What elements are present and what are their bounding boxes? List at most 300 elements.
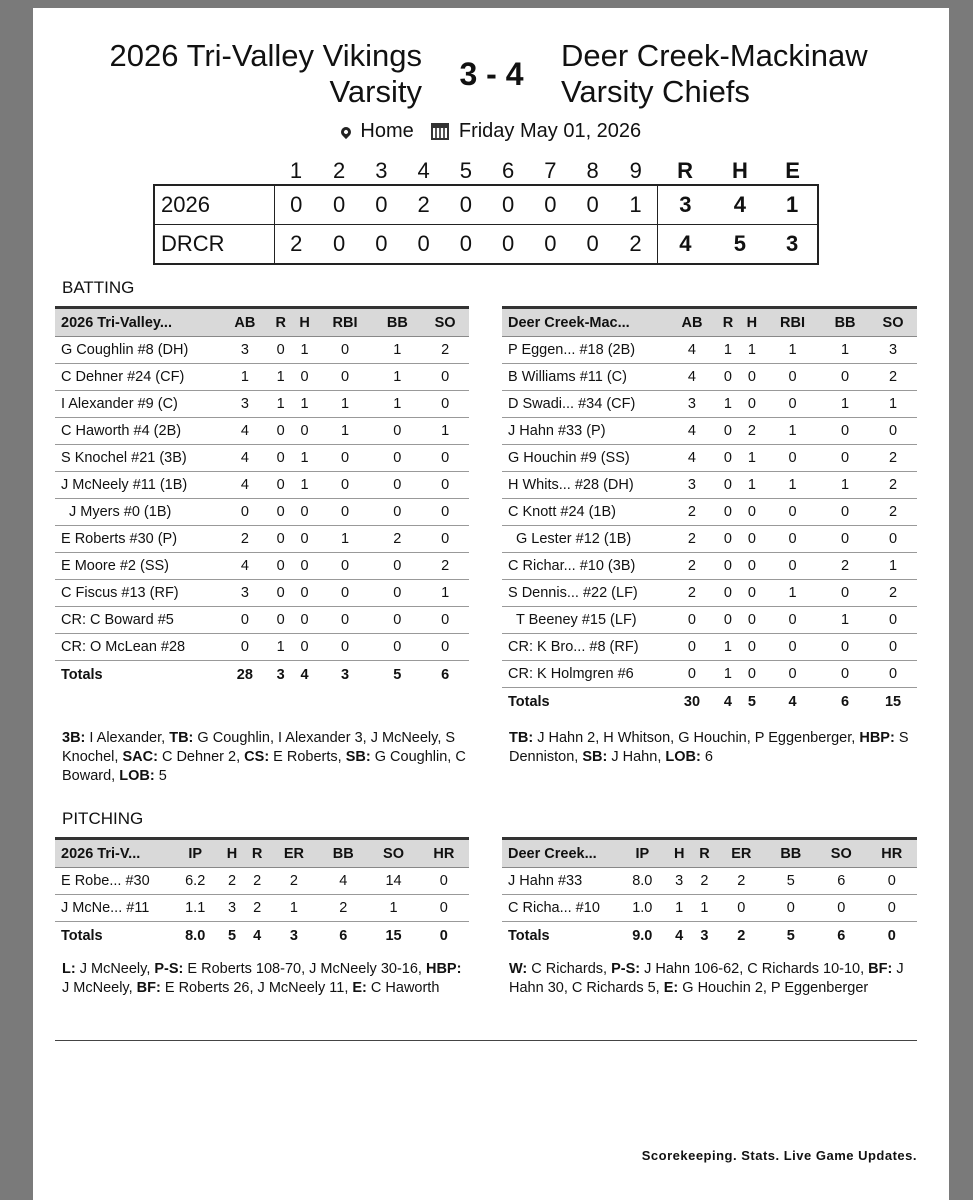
stat-column-header: AB xyxy=(221,308,269,337)
stat-cell: 2 xyxy=(869,472,917,499)
stat-cell: 0 xyxy=(716,472,740,499)
player-name: S Dennis... #22 (LF) xyxy=(502,580,668,607)
totals-cell: 2 xyxy=(717,922,766,951)
stat-cell: 0 xyxy=(293,634,317,661)
stat-cell: 4 xyxy=(221,553,269,580)
player-row xyxy=(502,472,917,499)
stat-column-header: RBI xyxy=(764,308,821,337)
stat-cell: 0 xyxy=(668,634,716,661)
note-label: P-S: xyxy=(154,961,184,977)
stat-cell: 0 xyxy=(421,445,469,472)
stat-cell: 0 xyxy=(764,364,821,391)
player-row xyxy=(55,895,469,922)
home-team-line2: Varsity xyxy=(329,74,422,109)
stat-column-header: HR xyxy=(419,839,469,868)
stat-header xyxy=(55,839,469,868)
stat-cell: 4 xyxy=(668,364,716,391)
stat-column-header: SO xyxy=(421,308,469,337)
player-row xyxy=(55,634,469,661)
stat-cell: 1 xyxy=(740,337,764,364)
stat-cell: 0 xyxy=(317,337,374,364)
note-text: I Alexander, xyxy=(85,730,170,746)
team-column-header: 2026 Tri-V... xyxy=(55,839,171,868)
stat-cell: 0 xyxy=(869,607,917,634)
stat-cell: 0 xyxy=(269,499,293,526)
stat-cell: 6 xyxy=(816,868,866,895)
stat-cell: 4 xyxy=(221,418,269,445)
stat-cell: 0 xyxy=(269,472,293,499)
stat-cell: 0 xyxy=(421,472,469,499)
stat-cell: 0 xyxy=(421,391,469,418)
player-name: J McNe... #11 xyxy=(55,895,171,922)
stat-cell: 4 xyxy=(221,445,269,472)
stat-cell: 1 xyxy=(270,895,318,922)
player-row xyxy=(502,553,917,580)
player-row xyxy=(502,634,917,661)
note-text: S Denniston, xyxy=(509,730,909,765)
stat-cell: 0 xyxy=(740,634,764,661)
totals-label: Totals xyxy=(502,922,618,951)
stat-cell: 0 xyxy=(293,418,317,445)
note-text: 5 xyxy=(154,768,167,784)
stat-cell: 0 xyxy=(740,553,764,580)
stat-body xyxy=(55,337,469,690)
linescore-col-header: H xyxy=(731,158,748,183)
note-label: HBP: xyxy=(859,730,895,746)
note-label: BF: xyxy=(868,961,893,977)
stat-cell: 0 xyxy=(740,580,764,607)
away-pitching-table xyxy=(502,837,917,950)
player-name: C Haworth #4 (2B) xyxy=(55,418,221,445)
stat-cell: 14 xyxy=(368,868,418,895)
linescore-inning-cell: 0 xyxy=(402,225,444,265)
stat-column-header: H xyxy=(740,308,764,337)
stat-cell: 4 xyxy=(318,868,368,895)
player-row xyxy=(55,607,469,634)
footer-divider xyxy=(55,1040,917,1041)
stat-cell: 5 xyxy=(766,868,816,895)
linescore-inning-cell: 2 xyxy=(402,185,444,225)
stat-cell: 0 xyxy=(821,364,869,391)
player-row xyxy=(55,580,469,607)
stat-cell: 0 xyxy=(740,499,764,526)
stat-cell: 0 xyxy=(668,607,716,634)
stat-cell: 3 xyxy=(667,868,692,895)
stat-cell: 0 xyxy=(269,337,293,364)
away-team-line1: Deer Creek-Mackinaw xyxy=(561,38,868,73)
player-name: E Moore #2 (SS) xyxy=(55,553,221,580)
home-team-line1: 2026 Tri-Valley Vikings xyxy=(109,38,422,73)
player-name: J Hahn #33 xyxy=(502,868,618,895)
stat-cell: 0 xyxy=(764,499,821,526)
stat-cell: 0 xyxy=(869,634,917,661)
totals-cell: 6 xyxy=(816,922,866,951)
stat-cell: 0 xyxy=(764,391,821,418)
stat-cell: 0 xyxy=(293,526,317,553)
player-name: J Hahn #33 (P) xyxy=(502,418,668,445)
player-name: CR: O McLean #28 xyxy=(55,634,221,661)
totals-cell: 5 xyxy=(766,922,816,951)
stat-cell: 0 xyxy=(421,526,469,553)
totals-cell: 3 xyxy=(692,922,717,951)
linescore-r-cell: 3 xyxy=(658,185,713,225)
player-row xyxy=(55,868,469,895)
player-row xyxy=(55,526,469,553)
stat-cell: 1.1 xyxy=(171,895,219,922)
player-row xyxy=(55,364,469,391)
calendar-icon xyxy=(431,123,449,140)
stat-cell: 2 xyxy=(245,868,270,895)
note-label: TB: xyxy=(509,730,534,746)
totals-row xyxy=(55,922,469,951)
note-label: L: xyxy=(62,961,76,977)
stat-cell: 0 xyxy=(293,499,317,526)
stat-cell: 0 xyxy=(221,634,269,661)
stat-cell: 1 xyxy=(869,391,917,418)
stat-cell: 0 xyxy=(740,661,764,688)
stat-cell: 0 xyxy=(317,445,374,472)
player-row xyxy=(55,445,469,472)
player-name: G Houchin #9 (SS) xyxy=(502,445,668,472)
stat-column-header: BB xyxy=(821,308,869,337)
stat-column-header: SO xyxy=(368,839,418,868)
stat-cell: 2 xyxy=(668,553,716,580)
note-text: J Hahn 2, H Whitson, G Houchin, P Eggenberger, xyxy=(533,730,860,746)
boxscore-page xyxy=(33,8,949,1200)
stat-cell: 2 xyxy=(692,868,717,895)
home-pitching-notes xyxy=(62,960,472,998)
stat-cell: 0 xyxy=(740,364,764,391)
stat-cell: 2 xyxy=(740,418,764,445)
date-label: Friday May 01, 2026 xyxy=(458,120,642,143)
player-name: C Richa... #10 xyxy=(502,895,618,922)
totals-cell: 6 xyxy=(421,661,469,690)
stat-cell: 1.0 xyxy=(618,895,667,922)
totals-cell: 4 xyxy=(667,922,692,951)
stat-cell: 1 xyxy=(692,895,717,922)
team-column-header: 2026 Tri-Valley... xyxy=(55,308,221,337)
totals-cell: 3 xyxy=(317,661,374,690)
stat-column-header: R xyxy=(245,839,270,868)
stat-cell: 0 xyxy=(821,580,869,607)
stat-cell: 1 xyxy=(293,391,317,418)
stat-cell: 0 xyxy=(373,499,421,526)
player-row xyxy=(502,499,917,526)
stat-cell: 1 xyxy=(293,472,317,499)
stat-cell: 3 xyxy=(219,895,244,922)
player-row xyxy=(55,337,469,364)
stat-cell: 0 xyxy=(816,895,866,922)
stat-cell: 0 xyxy=(421,364,469,391)
stat-cell: 0 xyxy=(668,661,716,688)
player-name: C Richar... #10 (3B) xyxy=(502,553,668,580)
player-name: B Williams #11 (C) xyxy=(502,364,668,391)
stat-cell: 1 xyxy=(716,391,740,418)
home-batting-table xyxy=(55,306,469,689)
stat-cell: 2 xyxy=(421,337,469,364)
player-name: T Beeney #15 (LF) xyxy=(502,607,668,634)
linescore-team: 2026 xyxy=(154,185,274,225)
away-pitching-notes xyxy=(509,960,919,998)
linescore-col-header: 1 xyxy=(289,158,303,183)
player-name: C Knott #24 (1B) xyxy=(502,499,668,526)
player-row xyxy=(502,526,917,553)
stat-cell: 0 xyxy=(269,553,293,580)
footer-tagline: Scorekeeping. Stats. Live Game Updates. xyxy=(641,1148,917,1163)
note-text: E Roberts 26, J McNeely 11, xyxy=(160,980,353,996)
map-pin-icon xyxy=(339,125,353,139)
stat-cell: 0 xyxy=(317,499,374,526)
stat-cell: 1 xyxy=(421,580,469,607)
note-label: E: xyxy=(663,980,679,996)
linescore-inning-cell: 0 xyxy=(529,225,571,265)
totals-cell: 9.0 xyxy=(618,922,667,951)
stat-cell: 1 xyxy=(269,364,293,391)
stat-cell: 0 xyxy=(419,895,469,922)
stat-cell: 0 xyxy=(764,445,821,472)
linescore-col-header: 6 xyxy=(501,158,515,183)
away-team-line2: Varsity Chiefs xyxy=(561,74,750,109)
totals-cell: 6 xyxy=(318,922,368,951)
stat-cell: 0 xyxy=(717,895,766,922)
stat-column-header: IP xyxy=(171,839,219,868)
stat-cell: 0 xyxy=(716,553,740,580)
stat-cell: 1 xyxy=(716,661,740,688)
stat-cell: 0 xyxy=(764,526,821,553)
totals-cell: 5 xyxy=(373,661,421,690)
player-row xyxy=(55,553,469,580)
stat-cell: 1 xyxy=(269,391,293,418)
stat-cell: 0 xyxy=(317,580,374,607)
player-row xyxy=(502,337,917,364)
stat-cell: 1 xyxy=(764,337,821,364)
stat-cell: 0 xyxy=(716,364,740,391)
linescore-inning-cell: 0 xyxy=(318,225,360,265)
stat-column-header: R xyxy=(269,308,293,337)
player-row xyxy=(502,607,917,634)
stat-cell: 1 xyxy=(221,364,269,391)
stat-cell: 0 xyxy=(373,580,421,607)
linescore-inning-cell: 0 xyxy=(487,185,529,225)
stat-cell: 1 xyxy=(740,472,764,499)
stat-cell: 0 xyxy=(821,526,869,553)
note-text: J Hahn 30, C Richards 5, xyxy=(509,961,904,996)
stat-cell: 0 xyxy=(716,526,740,553)
linescore-header-blank xyxy=(154,158,274,185)
player-row xyxy=(55,499,469,526)
player-row xyxy=(55,391,469,418)
stat-cell: 0 xyxy=(221,607,269,634)
game-meta xyxy=(33,120,949,143)
stat-cell: 0 xyxy=(373,445,421,472)
totals-cell: 5 xyxy=(740,688,764,717)
stat-cell: 2 xyxy=(717,868,766,895)
player-name: S Knochel #21 (3B) xyxy=(55,445,221,472)
stat-cell: 4 xyxy=(668,337,716,364)
stat-column-header: H xyxy=(293,308,317,337)
linescore-e-cell: 3 xyxy=(767,225,818,265)
stat-cell: 0 xyxy=(740,607,764,634)
note-text: J Hahn 106-62, C Richards 10-10, xyxy=(640,961,869,977)
stat-cell: 0 xyxy=(866,868,917,895)
stat-cell: 1 xyxy=(373,364,421,391)
totals-cell: 4 xyxy=(245,922,270,951)
stat-cell: 0 xyxy=(421,634,469,661)
note-label: HBP: xyxy=(425,961,462,977)
stat-cell: 2 xyxy=(373,526,421,553)
player-name: P Eggen... #18 (2B) xyxy=(502,337,668,364)
stat-cell: 0 xyxy=(766,895,816,922)
away-batting-table xyxy=(502,306,917,716)
home-batting-notes xyxy=(62,729,472,786)
stat-cell: 0 xyxy=(740,391,764,418)
stat-cell: 0 xyxy=(821,445,869,472)
stat-column-header: BB xyxy=(318,839,368,868)
stat-column-header: H xyxy=(667,839,692,868)
player-name: H Whits... #28 (DH) xyxy=(502,472,668,499)
game-date xyxy=(431,120,641,143)
stat-cell: 0 xyxy=(716,580,740,607)
stat-cell: 0 xyxy=(821,499,869,526)
player-row xyxy=(502,661,917,688)
stat-cell: 2 xyxy=(668,580,716,607)
linescore-inning-cell: 0 xyxy=(445,225,487,265)
totals-cell: 5 xyxy=(219,922,244,951)
totals-cell: 4 xyxy=(716,688,740,717)
stat-cell: 1 xyxy=(421,418,469,445)
stat-cell: 0 xyxy=(716,418,740,445)
linescore-inning-cell: 1 xyxy=(614,185,658,225)
stat-cell: 1 xyxy=(317,391,374,418)
stat-cell: 1 xyxy=(821,607,869,634)
note-label: P-S: xyxy=(611,961,641,977)
stat-cell: 0 xyxy=(373,607,421,634)
player-name: G Lester #12 (1B) xyxy=(502,526,668,553)
stat-cell: 0 xyxy=(293,607,317,634)
stat-cell: 0 xyxy=(764,607,821,634)
stat-cell: 0 xyxy=(869,526,917,553)
note-label: SB: xyxy=(582,749,608,765)
away-batting-notes xyxy=(509,729,919,767)
stat-cell: 0 xyxy=(421,499,469,526)
note-text: C Richards, xyxy=(527,961,612,977)
note-text: G Houchin 2, P Eggenberger xyxy=(678,980,869,996)
linescore-row xyxy=(154,185,818,225)
linescore-col-header: 5 xyxy=(459,158,472,183)
stat-cell: 0 xyxy=(269,580,293,607)
stat-cell: 1 xyxy=(716,337,740,364)
linescore-inning-cell: 0 xyxy=(360,225,402,265)
totals-row xyxy=(502,688,917,717)
stat-body xyxy=(502,337,917,717)
stat-cell: 0 xyxy=(821,418,869,445)
home-team-name xyxy=(33,38,422,110)
totals-cell: 0 xyxy=(419,922,469,951)
stat-column-header: R xyxy=(716,308,740,337)
note-text: C Haworth xyxy=(366,980,440,996)
stat-cell: 0 xyxy=(740,526,764,553)
away-team-name xyxy=(561,38,941,110)
player-row xyxy=(502,580,917,607)
stat-cell: 1 xyxy=(821,337,869,364)
stat-column-header: H xyxy=(219,839,244,868)
stat-column-header: SO xyxy=(816,839,866,868)
stat-cell: 0 xyxy=(317,472,374,499)
stat-cell: 0 xyxy=(869,661,917,688)
stat-cell: 0 xyxy=(419,868,469,895)
stat-cell: 0 xyxy=(293,553,317,580)
totals-cell: 4 xyxy=(764,688,821,717)
totals-cell: 30 xyxy=(668,688,716,717)
final-score: 3 - 4 xyxy=(459,56,524,92)
stat-cell: 3 xyxy=(668,391,716,418)
linescore-inning-cell: 0 xyxy=(571,185,613,225)
stat-cell: 0 xyxy=(421,607,469,634)
stat-cell: 3 xyxy=(221,391,269,418)
stat-cell: 0 xyxy=(373,472,421,499)
totals-label: Totals xyxy=(55,661,221,690)
stat-cell: 1 xyxy=(740,445,764,472)
note-label: TB: xyxy=(169,730,194,746)
stat-cell: 0 xyxy=(221,499,269,526)
stat-cell: 3 xyxy=(221,580,269,607)
totals-row xyxy=(502,922,917,951)
stat-header-row xyxy=(55,839,469,868)
linescore-col-header: R xyxy=(677,158,694,183)
stat-header xyxy=(55,308,469,337)
totals-cell: 0 xyxy=(866,922,917,951)
stat-cell: 2 xyxy=(668,526,716,553)
note-label: LOB: xyxy=(665,749,701,765)
player-name: E Roberts #30 (P) xyxy=(55,526,221,553)
linescore-team: DRCR xyxy=(154,225,274,265)
stat-column-header: SO xyxy=(869,308,917,337)
player-row xyxy=(502,895,917,922)
stat-cell: 0 xyxy=(764,634,821,661)
note-label: E: xyxy=(352,980,367,996)
stat-cell: 1 xyxy=(764,472,821,499)
stat-cell: 1 xyxy=(716,634,740,661)
stat-cell: 1 xyxy=(764,418,821,445)
stat-cell: 1 xyxy=(269,634,293,661)
stat-cell: 0 xyxy=(716,499,740,526)
note-text: G Coughlin, C Boward, xyxy=(62,749,466,784)
player-row xyxy=(55,472,469,499)
team-column-header: Deer Creek... xyxy=(502,839,618,868)
stat-body xyxy=(55,868,469,951)
stat-cell: 4 xyxy=(668,445,716,472)
pitching-section-title: PITCHING xyxy=(62,809,144,828)
stat-cell: 0 xyxy=(317,634,374,661)
stat-column-header: ER xyxy=(717,839,766,868)
stat-cell: 2 xyxy=(270,868,318,895)
linescore-header xyxy=(154,158,818,185)
stat-column-header: R xyxy=(692,839,717,868)
totals-cell: 15 xyxy=(869,688,917,717)
stat-cell: 0 xyxy=(317,364,374,391)
player-name: J Myers #0 (1B) xyxy=(55,499,221,526)
location-label: Home xyxy=(360,120,414,143)
stat-cell: 1 xyxy=(368,895,418,922)
stat-header-row xyxy=(502,839,917,868)
stat-cell: 2 xyxy=(869,499,917,526)
stat-cell: 0 xyxy=(821,661,869,688)
stat-cell: 0 xyxy=(293,580,317,607)
stat-cell: 4 xyxy=(221,472,269,499)
stat-cell: 1 xyxy=(869,553,917,580)
stat-cell: 1 xyxy=(317,418,374,445)
totals-cell: 4 xyxy=(293,661,317,690)
